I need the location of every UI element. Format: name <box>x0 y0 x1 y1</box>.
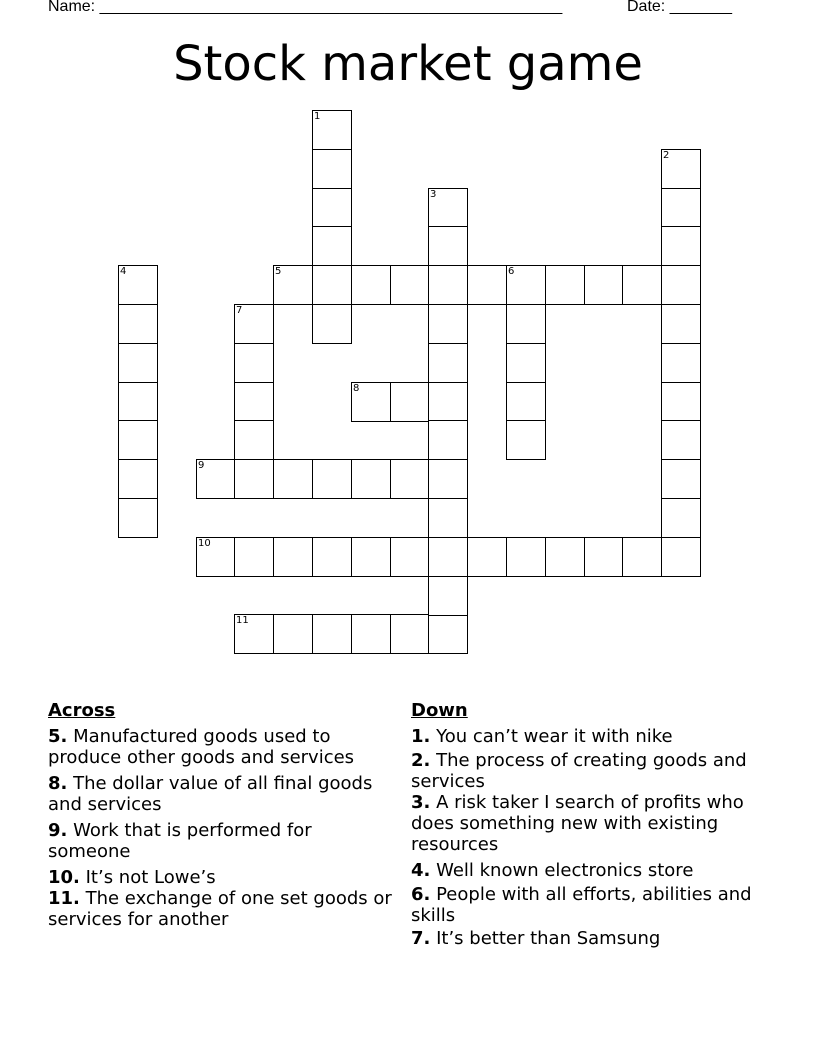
clue-number-label: 10 <box>198 538 211 549</box>
crossword-cell[interactable] <box>428 226 468 266</box>
crossword-cell[interactable] <box>661 343 701 383</box>
crossword-cell[interactable] <box>661 382 701 422</box>
crossword-cell[interactable] <box>428 420 468 460</box>
crossword-cell[interactable] <box>661 420 701 460</box>
crossword-cell[interactable] <box>506 343 546 383</box>
across-clue <box>48 820 398 862</box>
crossword-cell[interactable] <box>234 537 274 577</box>
crossword-cell[interactable] <box>118 420 158 460</box>
crossword-cell[interactable] <box>506 382 546 422</box>
crossword-cell[interactable] <box>312 265 352 305</box>
crossword-cell[interactable] <box>118 459 158 499</box>
clue-text: People with all efforts, abilities and skills <box>411 884 752 926</box>
crossword-cell[interactable] <box>428 343 468 383</box>
crossword-cell[interactable] <box>584 265 624 305</box>
clue-number: 11. <box>48 888 80 909</box>
crossword-cell[interactable] <box>390 265 430 305</box>
crossword-cell[interactable] <box>118 304 158 344</box>
clue-number: 7. <box>411 928 431 949</box>
crossword-cell[interactable] <box>196 537 236 577</box>
crossword-cell[interactable] <box>390 459 430 499</box>
crossword-cell[interactable] <box>390 382 430 422</box>
clue-number: 4. <box>411 860 431 881</box>
crossword-cell[interactable] <box>351 382 391 422</box>
clue-number: 3. <box>411 792 431 813</box>
name-field[interactable]: Name: ____________________________________________________ <box>48 0 563 15</box>
across-clue <box>48 867 398 888</box>
crossword-cell[interactable] <box>622 265 662 305</box>
crossword-cell[interactable] <box>584 537 624 577</box>
crossword-cell[interactable] <box>428 459 468 499</box>
date-field[interactable]: Date: _______ <box>627 0 732 15</box>
crossword-cell[interactable] <box>351 265 391 305</box>
crossword-cell[interactable] <box>506 304 546 344</box>
crossword-cell[interactable] <box>118 343 158 383</box>
clue-number-label: 9 <box>198 460 205 471</box>
down-clue <box>411 884 761 926</box>
crossword-cell[interactable] <box>118 498 158 538</box>
clue-number-label: 7 <box>236 305 243 316</box>
crossword-cell[interactable] <box>428 537 468 577</box>
crossword-cell[interactable] <box>545 265 585 305</box>
clue-number: 2. <box>411 750 431 771</box>
down-heading: Down <box>411 700 468 721</box>
crossword-cell[interactable] <box>351 537 391 577</box>
crossword-cell[interactable] <box>661 304 701 344</box>
crossword-cell[interactable] <box>273 537 313 577</box>
clue-text: The process of creating goods and services <box>411 750 747 792</box>
crossword-cell[interactable] <box>506 420 546 460</box>
crossword-cell[interactable] <box>273 265 313 305</box>
clue-number: 6. <box>411 884 431 905</box>
clue-number-label: 4 <box>120 266 127 277</box>
crossword-cell[interactable] <box>661 188 701 228</box>
crossword-cell[interactable] <box>234 382 274 422</box>
clue-number: 10. <box>48 867 80 888</box>
crossword-cell[interactable] <box>118 265 158 305</box>
down-clues <box>411 700 761 954</box>
crossword-cell[interactable] <box>234 459 274 499</box>
clue-text: The exchange of one set goods or services for another <box>48 888 392 930</box>
across-clue <box>48 888 398 930</box>
crossword-cell[interactable] <box>312 149 352 189</box>
clue-number: 1. <box>411 726 431 747</box>
across-clue <box>48 773 398 815</box>
crossword-cell[interactable] <box>428 614 468 654</box>
crossword-cell[interactable] <box>622 537 662 577</box>
crossword-cell[interactable] <box>661 149 701 189</box>
clue-text: A risk taker I search of profits who does something new with existing resources <box>411 792 744 855</box>
clue-number-label: 5 <box>275 266 282 277</box>
crossword-cell[interactable] <box>467 265 507 305</box>
crossword-cell[interactable] <box>312 110 352 150</box>
clue-text: It’s better than Samsung <box>430 928 661 949</box>
across-clues <box>48 700 398 935</box>
clue-text: Manufactured goods used to produce other goods and services <box>48 726 355 768</box>
crossword-cell[interactable] <box>118 382 158 422</box>
crossword-cell[interactable] <box>661 265 701 305</box>
across-clue <box>48 726 398 768</box>
crossword-cell[interactable] <box>661 498 701 538</box>
crossword-cell[interactable] <box>312 226 352 266</box>
crossword-cell[interactable] <box>234 614 274 654</box>
crossword-cell[interactable] <box>312 537 352 577</box>
clue-number-label: 1 <box>314 111 321 122</box>
down-clue <box>411 792 761 855</box>
crossword-cell[interactable] <box>312 188 352 228</box>
crossword-cell[interactable] <box>196 459 236 499</box>
clue-text: You can’t wear it with nike <box>430 726 673 747</box>
crossword-cell[interactable] <box>428 304 468 344</box>
crossword-cell[interactable] <box>428 265 468 305</box>
crossword-cell[interactable] <box>428 498 468 538</box>
crossword-cell[interactable] <box>506 265 546 305</box>
clue-text: It’s not Lowe’s <box>79 867 216 888</box>
crossword-cell[interactable] <box>661 537 701 577</box>
clue-number: 9. <box>48 820 68 841</box>
crossword-cell[interactable] <box>467 537 507 577</box>
page-title: Stock market game <box>173 36 643 92</box>
down-clue <box>411 750 761 792</box>
crossword-cell[interactable] <box>428 188 468 228</box>
down-clue <box>411 860 761 881</box>
clue-number-label: 2 <box>663 150 670 161</box>
clue-number-label: 11 <box>236 615 249 626</box>
clue-number-label: 6 <box>508 266 515 277</box>
crossword-cell[interactable] <box>661 459 701 499</box>
crossword-cell[interactable] <box>351 614 391 654</box>
crossword-cell[interactable] <box>312 459 352 499</box>
crossword-cell[interactable] <box>273 459 313 499</box>
crossword-cell[interactable] <box>273 614 313 654</box>
crossword-cell[interactable] <box>312 614 352 654</box>
crossword-cell[interactable] <box>351 459 391 499</box>
crossword-cell[interactable] <box>428 576 468 616</box>
crossword-cell[interactable] <box>506 537 546 577</box>
across-heading: Across <box>48 700 116 721</box>
crossword-cell[interactable] <box>390 537 430 577</box>
crossword-cell[interactable] <box>390 614 430 654</box>
crossword-cell[interactable] <box>428 382 468 422</box>
clue-number: 5. <box>48 726 68 747</box>
clue-number: 8. <box>48 773 68 794</box>
crossword-cell[interactable] <box>234 420 274 460</box>
clue-text: The dollar value of all final goods and services <box>48 773 373 815</box>
clue-text: Work that is performed for someone <box>48 820 312 862</box>
crossword-cell[interactable] <box>312 304 352 344</box>
crossword-cell[interactable] <box>661 226 701 266</box>
down-clue <box>411 726 761 747</box>
clue-number-label: 8 <box>353 383 360 394</box>
clue-number-label: 3 <box>430 189 437 200</box>
crossword-cell[interactable] <box>234 304 274 344</box>
crossword-cell[interactable] <box>234 343 274 383</box>
crossword-cell[interactable] <box>545 537 585 577</box>
clue-text: Well known electronics store <box>430 860 694 881</box>
down-clue <box>411 928 761 949</box>
